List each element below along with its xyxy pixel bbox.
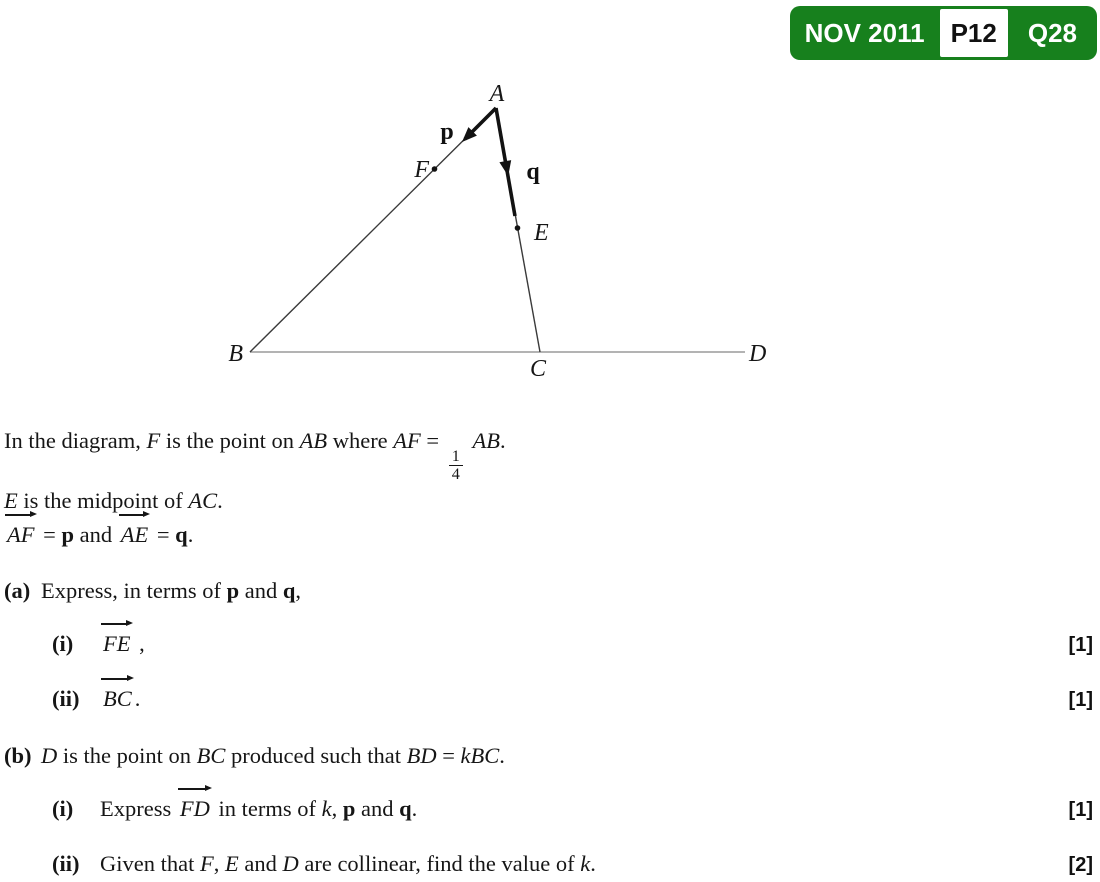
text-segment: p	[342, 795, 356, 821]
part-b-i-text	[100, 792, 1069, 825]
text-segment: is the midpoint of	[17, 487, 189, 513]
vector-label-p: p	[440, 119, 454, 145]
text-segment: D	[41, 742, 58, 768]
part-a-i-text	[100, 627, 1069, 660]
text-segment: .	[499, 742, 505, 768]
text-segment: BD	[406, 742, 437, 768]
intro-line-2	[4, 484, 1093, 518]
text-segment: .	[187, 521, 194, 547]
fraction: $\frac{1}{4}$	[449, 448, 463, 484]
text-segment: in terms of	[212, 795, 322, 821]
text-segment: In the diagram,	[4, 428, 147, 453]
part-b-i-label: (i)	[52, 795, 74, 821]
text-segment: =	[151, 521, 176, 547]
part-a-label: (a)	[4, 577, 31, 603]
vector-label-q: q	[526, 159, 540, 185]
text-segment: p	[61, 521, 74, 547]
text-segment: kBC	[460, 742, 500, 768]
text-segment: E	[4, 487, 18, 513]
text-segment: q	[175, 521, 188, 547]
point-f-dot	[432, 166, 438, 172]
part-b-text	[41, 739, 1093, 772]
text-segment: is the point on	[160, 428, 300, 453]
text-segment: and	[238, 850, 283, 876]
text-segment: =	[436, 742, 461, 768]
point-label-f: F	[414, 157, 429, 183]
text-segment: produced such that	[225, 742, 407, 768]
text-segment: AB	[472, 428, 500, 453]
text-segment: AF	[393, 428, 421, 453]
vertex-label-a: A	[489, 81, 505, 107]
part-a-ii-marks: [1]	[1068, 688, 1093, 711]
part-a-ii-text	[100, 682, 1069, 715]
text-segment: Given that	[100, 850, 200, 876]
vertex-label-d: D	[749, 341, 767, 367]
text-segment: E	[224, 850, 239, 876]
text-segment: where	[327, 428, 394, 453]
part-b-ii-marks: [2]	[1068, 853, 1093, 876]
text-segment: BC	[196, 742, 226, 768]
text-segment: ,	[133, 630, 145, 656]
part-a-text	[41, 574, 1093, 607]
vertex-label-c: C	[529, 356, 547, 382]
text-segment: =	[420, 428, 445, 453]
part-b-label: (b)	[4, 742, 32, 768]
part-b-row	[4, 739, 1093, 772]
triangle-diagram	[0, 0, 1100, 420]
vector-arrow-icon	[101, 678, 128, 680]
badge-paper: P12	[940, 9, 1008, 57]
vector-BC: BC	[100, 682, 135, 715]
text-segment: ,	[331, 795, 343, 821]
text-segment: D	[282, 850, 299, 876]
text-segment: and	[73, 521, 118, 547]
part-a-i-row	[52, 627, 1093, 662]
text-segment: Express	[100, 795, 177, 821]
text-segment: q	[399, 795, 412, 821]
vector-q-arrowhead-icon	[499, 160, 511, 176]
vector-AE: AE	[118, 518, 152, 552]
vector-AF: AF	[4, 518, 38, 552]
vertex-label-b: B	[228, 341, 243, 367]
text-segment: .	[590, 850, 596, 876]
text-segment: is the point on	[57, 742, 197, 768]
text-segment: ,	[295, 577, 301, 603]
text-segment: ,	[213, 850, 225, 876]
badge-question: Q28	[1027, 17, 1077, 48]
vector-arrow-icon	[101, 623, 127, 625]
part-a-i-marks: [1]	[1068, 633, 1093, 656]
vector-arrow-icon	[119, 514, 145, 516]
part-b-i-row	[52, 792, 1093, 827]
text-segment: AB	[299, 428, 328, 453]
intro-line-3	[4, 518, 1093, 552]
text-segment: .	[411, 795, 418, 821]
side-ab-line	[250, 108, 496, 352]
text-segment: p	[226, 577, 240, 603]
part-a-ii-row	[52, 682, 1093, 717]
text-segment: and	[355, 795, 400, 821]
part-b-ii-text	[100, 847, 1069, 880]
text-segment: F	[146, 428, 161, 453]
badge-session: NOV 2011	[804, 17, 925, 48]
text-segment: =	[37, 521, 62, 547]
text-segment: k	[580, 850, 591, 876]
point-e-dot	[515, 225, 521, 231]
vector-FD: FD	[177, 792, 213, 825]
part-a-ii-label: (ii)	[52, 685, 80, 711]
part-b-i-marks: [1]	[1068, 798, 1093, 821]
text-segment: and	[239, 577, 283, 603]
vector-FE: FE	[100, 627, 134, 660]
text-segment: F	[199, 850, 214, 876]
problem-statement	[4, 424, 1093, 882]
text-segment: Express, in terms of	[41, 577, 227, 603]
part-b-ii-label: (ii)	[52, 850, 80, 876]
part-a-i-label: (i)	[52, 630, 74, 656]
intro-line-1	[4, 424, 1093, 484]
text-segment: .	[499, 428, 506, 453]
text-segment: q	[282, 577, 296, 603]
text-segment: k	[321, 795, 332, 821]
text-segment: .	[134, 685, 141, 711]
vector-arrow-icon	[178, 788, 206, 790]
text-segment: AC	[188, 487, 218, 513]
part-a-row	[4, 574, 1093, 607]
part-b-ii-row	[52, 847, 1093, 882]
point-label-e: E	[534, 220, 549, 246]
text-segment: are collinear, find the value of	[298, 850, 581, 876]
vector-arrow-icon	[5, 514, 31, 516]
text-segment: .	[217, 487, 223, 513]
